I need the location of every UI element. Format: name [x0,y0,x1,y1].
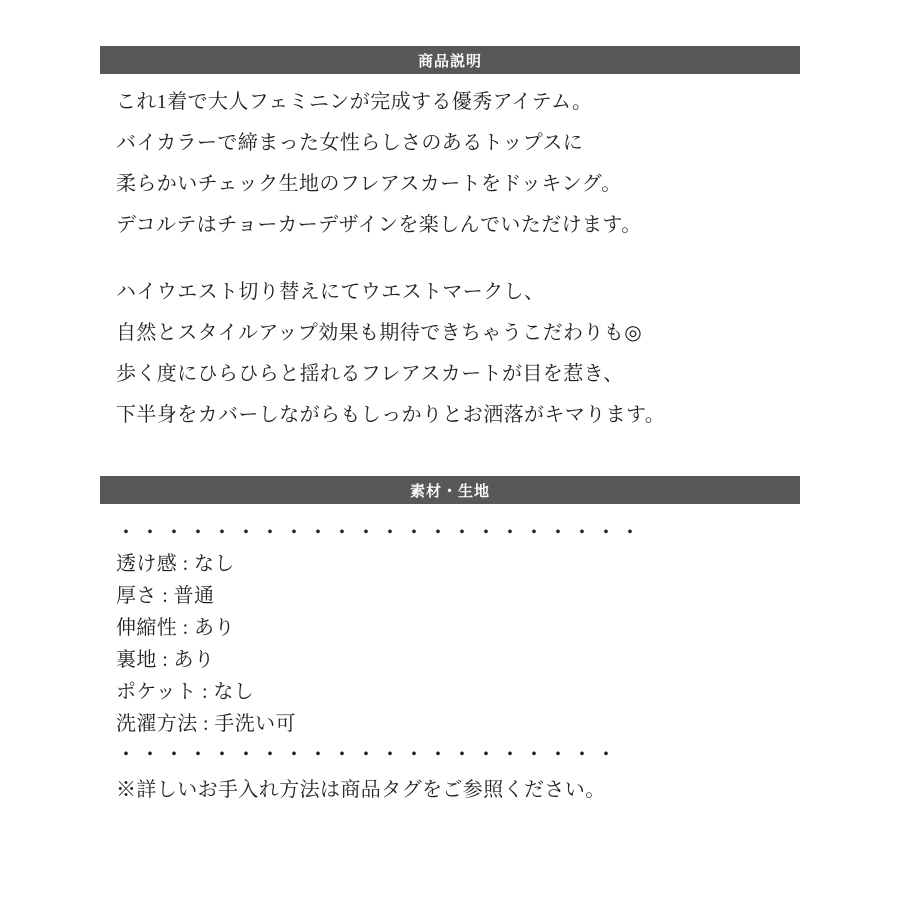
material-spec-list [116,518,836,806]
divider-dots-top: ・・・・・・・・・・・・・・・・・・・・・・ [116,522,644,544]
section-header-description [100,46,800,74]
material-care-note: ※詳しいお手入れ方法は商品タグをご参照ください。 [116,779,606,801]
description-paragraph-1 [116,82,836,246]
section-header-material-label: 素材・生地 [409,482,490,500]
material-spec-row: 洗濯方法 : 手洗い可 [116,713,296,735]
section-header-material [100,476,800,504]
description-line: 自然とスタイルアップ効果も期待できちゃうこだわりも◎ [116,322,643,344]
description-line: 歩く度にひらひらと揺れるフレアスカートが目を惹き、 [116,363,624,385]
description-line: これ1着で大人フェミニンが完成する優秀アイテム。 [116,91,593,113]
description-paragraph-2 [116,272,836,436]
material-spec-row: 裏地 : あり [116,649,215,671]
description-line: ハイウエスト切り替えにてウエストマークし、 [116,281,545,303]
description-line: 下半身をカバーしながらもしっかりとお洒落がキマります。 [116,404,666,426]
material-spec-row: ポケット : なし [116,681,255,703]
material-spec-row: 厚さ : 普通 [116,585,215,607]
description-line: 柔らかいチェック生地のフレアスカートをドッキング。 [116,173,622,195]
material-spec-row: 透け感 : なし [116,553,235,575]
description-line: バイカラーで締まった女性らしさのあるトップスに [116,132,584,154]
description-line: デコルテはチョーカーデザインを楽しんでいただけます。 [116,214,642,236]
divider-dots-bottom: ・・・・・・・・・・・・・・・・・・・・・ [116,744,620,766]
section-header-description-label: 商品説明 [417,52,482,70]
material-spec-row: 伸縮性 : あり [116,617,235,639]
